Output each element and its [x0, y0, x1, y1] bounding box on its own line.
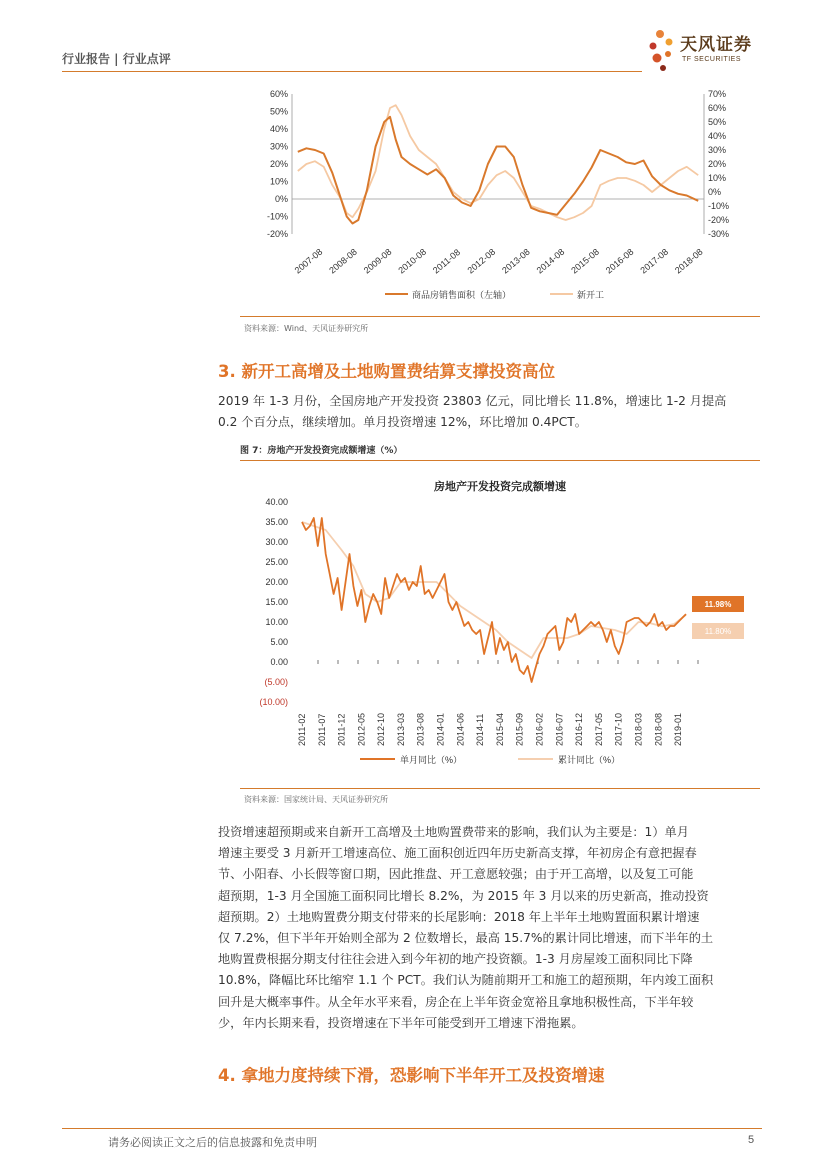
x-tick-label: 2015-09 — [514, 712, 525, 746]
figure7-caption: 图 7：房地产开发投资完成额增速（%） — [240, 446, 403, 456]
chart-title: 房地产开发投资完成额增速 — [434, 481, 566, 493]
legend-newstart-label: 新开工 — [577, 290, 605, 300]
y-right-tick-label: 40% — [708, 131, 727, 141]
y-right-tick-label: 60% — [708, 103, 727, 113]
x-tick-label: 2015-08 — [569, 246, 601, 276]
logo-dot — [653, 54, 662, 63]
y-left-tick-label: -10% — [266, 211, 288, 222]
y-left-tick-label: -20% — [266, 229, 288, 239]
header-divider — [62, 71, 642, 72]
logo-dot — [656, 30, 664, 38]
x-tick-label: 2018-08 — [653, 712, 664, 746]
logo-dot — [650, 43, 657, 50]
paragraph-line: 仅 7.2%，但下半年开始则全部为 2 位数增长，最高 15.7%的累计同比增速，而下半年的土 — [218, 931, 714, 946]
cumulative-value-label: 11.80% — [704, 627, 732, 636]
y-right-tick-label: 20% — [708, 159, 727, 169]
legend-cumulative-label: 累计同比（%） — [558, 755, 621, 765]
x-tick-label: 2017-05 — [593, 712, 604, 746]
y-tick-label: 15.00 — [265, 597, 288, 607]
investment-growth-chart — [240, 470, 760, 780]
legend-monthly-label: 单月同比（%） — [400, 755, 463, 765]
y-right-tick-label: -30% — [708, 229, 730, 239]
section3-paragraph — [218, 391, 762, 433]
x-tick-label: 2014-11 — [475, 713, 486, 746]
y-right-tick-label: 0% — [708, 187, 722, 197]
x-tick-label: 2017-10 — [613, 712, 624, 746]
paragraph-line: 节、小阳春、小长假等窗口期，因此推盘、开工意愿较强；由于开工高增，以及复工可能 — [218, 867, 694, 882]
page-number: 5 — [748, 1134, 755, 1146]
paragraph-line: 增速主要受 3 月新开工增速高位、施工面积创近四年历史新高支撑，年初房企有意把握春 — [218, 846, 697, 861]
y-tick-label: 30.00 — [265, 537, 288, 547]
x-tick-label: 2016-07 — [554, 712, 565, 746]
x-tick-label: 2016-08 — [603, 246, 636, 276]
y-tick-label: (10.00) — [259, 697, 288, 707]
y-left-tick-label: 10% — [269, 176, 288, 187]
x-tick-label: 2014-06 — [455, 712, 466, 746]
y-tick-label: 0.00 — [270, 657, 288, 667]
x-tick-label: 2011-07 — [316, 713, 327, 746]
y-tick-label: 25.00 — [265, 557, 288, 567]
y-left-tick-label: 30% — [269, 141, 288, 152]
x-tick-label: 2013-08 — [415, 712, 426, 746]
paragraph-line: 超预期，1-3 月全国施工面积同比增长 8.2%，为 2015 年 3 月以来的历史新高，推动投资 — [218, 888, 709, 903]
x-tick-label: 2018-03 — [633, 712, 644, 746]
paragraph-line: 投资增速超预期或来自新开工高增及土地购置费带来的影响，我们认为主要是：1）单月 — [218, 825, 689, 839]
x-tick-label: 2011-12 — [336, 713, 347, 746]
y-left-tick-label: 50% — [269, 106, 288, 117]
monthly-value-label: 11.98% — [704, 600, 732, 609]
y-right-tick-label: 70% — [708, 89, 727, 99]
logo-name-en: TF SECURITIES — [682, 56, 742, 63]
logo-name-cn: 天风证券 — [680, 35, 752, 55]
x-tick-label: 2016-02 — [534, 712, 545, 746]
legend-sales-label: 商品房销售面积（左轴） — [412, 290, 512, 300]
x-tick-label: 2011-08 — [430, 247, 463, 276]
y-tick-label: 20.00 — [265, 577, 288, 587]
y-left-tick-label: 40% — [269, 124, 288, 134]
x-tick-label: 2014-08 — [534, 246, 567, 276]
y-tick-label: (5.00) — [264, 677, 288, 687]
paragraph-line: 少，年内长期来看，投资增速在下半年可能受到开工增速下滑拖累。 — [218, 1015, 584, 1030]
x-tick-label: 2018-08 — [672, 246, 705, 276]
report-category: 行业报告 | 行业点评 — [62, 52, 171, 66]
paragraph-line: 10.8%，降幅比环比缩窄 1.1 个 PCT。我们认为随前期开工和施工的超预期，年内竣工面积 — [218, 973, 714, 988]
y-right-tick-label: -20% — [708, 215, 730, 225]
logo-dot — [665, 51, 671, 57]
x-tick-label: 2009-08 — [361, 246, 394, 276]
analysis-paragraph — [218, 822, 762, 1034]
x-tick-label: 2013-03 — [395, 712, 406, 746]
figure7-divider — [240, 460, 760, 461]
y-left-tick-label: 20% — [269, 159, 288, 169]
x-tick-label: 2008-08 — [327, 246, 359, 276]
y-left-tick-label: 60% — [269, 89, 288, 99]
paragraph-line: 地购置费根据分期支付往往会进入到今年初的地产投资额。1-3 月房屋竣工面积同比下降 — [218, 952, 693, 967]
x-tick-label: 2016-12 — [574, 712, 585, 746]
x-tick-label: 2013-08 — [500, 246, 532, 276]
x-tick-label: 2011-02 — [296, 713, 307, 746]
x-tick-label: 2007-08 — [292, 246, 325, 276]
x-tick-label: 2012-05 — [356, 712, 367, 746]
paragraph-line: 超预期。2）土地购置费分期支付带来的长尾影响：2018 年上半年土地购置面积累计增速 — [218, 909, 700, 924]
y-right-tick-label: 10% — [708, 173, 727, 183]
y-right-tick-label: 30% — [708, 145, 727, 155]
chart1-divider — [240, 316, 760, 317]
paragraph-line: 0.2 个百分点，继续增加。单月投资增速 12%，环比增加 0.4PCT。 — [218, 415, 587, 430]
chart1-source: 资料来源：Wind、天风证券研究所 — [244, 324, 369, 333]
footer-disclaimer: 请务必阅读正文之后的信息披露和免责申明 — [108, 1136, 317, 1149]
x-tick-label: 2017-08 — [638, 246, 671, 276]
sales-area-line — [298, 117, 698, 224]
x-tick-label: 2019-01 — [673, 712, 684, 746]
paragraph-line: 回升是大概率事件。从全年水平来看，房企在上半年资金宽裕且拿地积极性高，下半年较 — [218, 994, 694, 1009]
footer-divider — [62, 1128, 762, 1129]
figure7-source: 资料来源：国家统计局、天风证券研究所 — [244, 795, 388, 804]
monthly-growth-line — [302, 518, 686, 682]
x-tick-label: 2014-01 — [435, 712, 446, 746]
x-tick-label: 2012-08 — [465, 246, 498, 276]
y-right-tick-label: 50% — [708, 117, 727, 127]
x-tick-label: 2015-04 — [494, 712, 505, 746]
y-tick-label: 5.00 — [270, 637, 288, 647]
x-tick-label: 2010-08 — [396, 246, 429, 276]
y-tick-label: 40.00 — [265, 497, 288, 507]
y-right-tick-label: -10% — [708, 201, 730, 211]
section3-title: 3. 新开工高增及土地购置费结算支撑投资高位 — [218, 362, 555, 381]
paragraph-line: 2019 年 1-3 月份，全国房地产开发投资 23803 亿元，同比增长 11.8%，增速比 1-2 月提高 — [218, 394, 727, 408]
logo-dot — [660, 65, 666, 71]
figure7-source-divider — [240, 788, 760, 789]
sales-vs-newstart-chart — [240, 82, 760, 312]
logo-dot — [666, 39, 673, 46]
section4-title: 4. 拿地力度持续下滑，恐影响下半年开工及投资增速 — [218, 1066, 605, 1085]
y-left-tick-label: 0% — [274, 194, 288, 204]
x-tick-label: 2012-10 — [376, 712, 387, 746]
y-tick-label: 35.00 — [265, 517, 288, 527]
y-tick-label: 10.00 — [265, 617, 288, 627]
